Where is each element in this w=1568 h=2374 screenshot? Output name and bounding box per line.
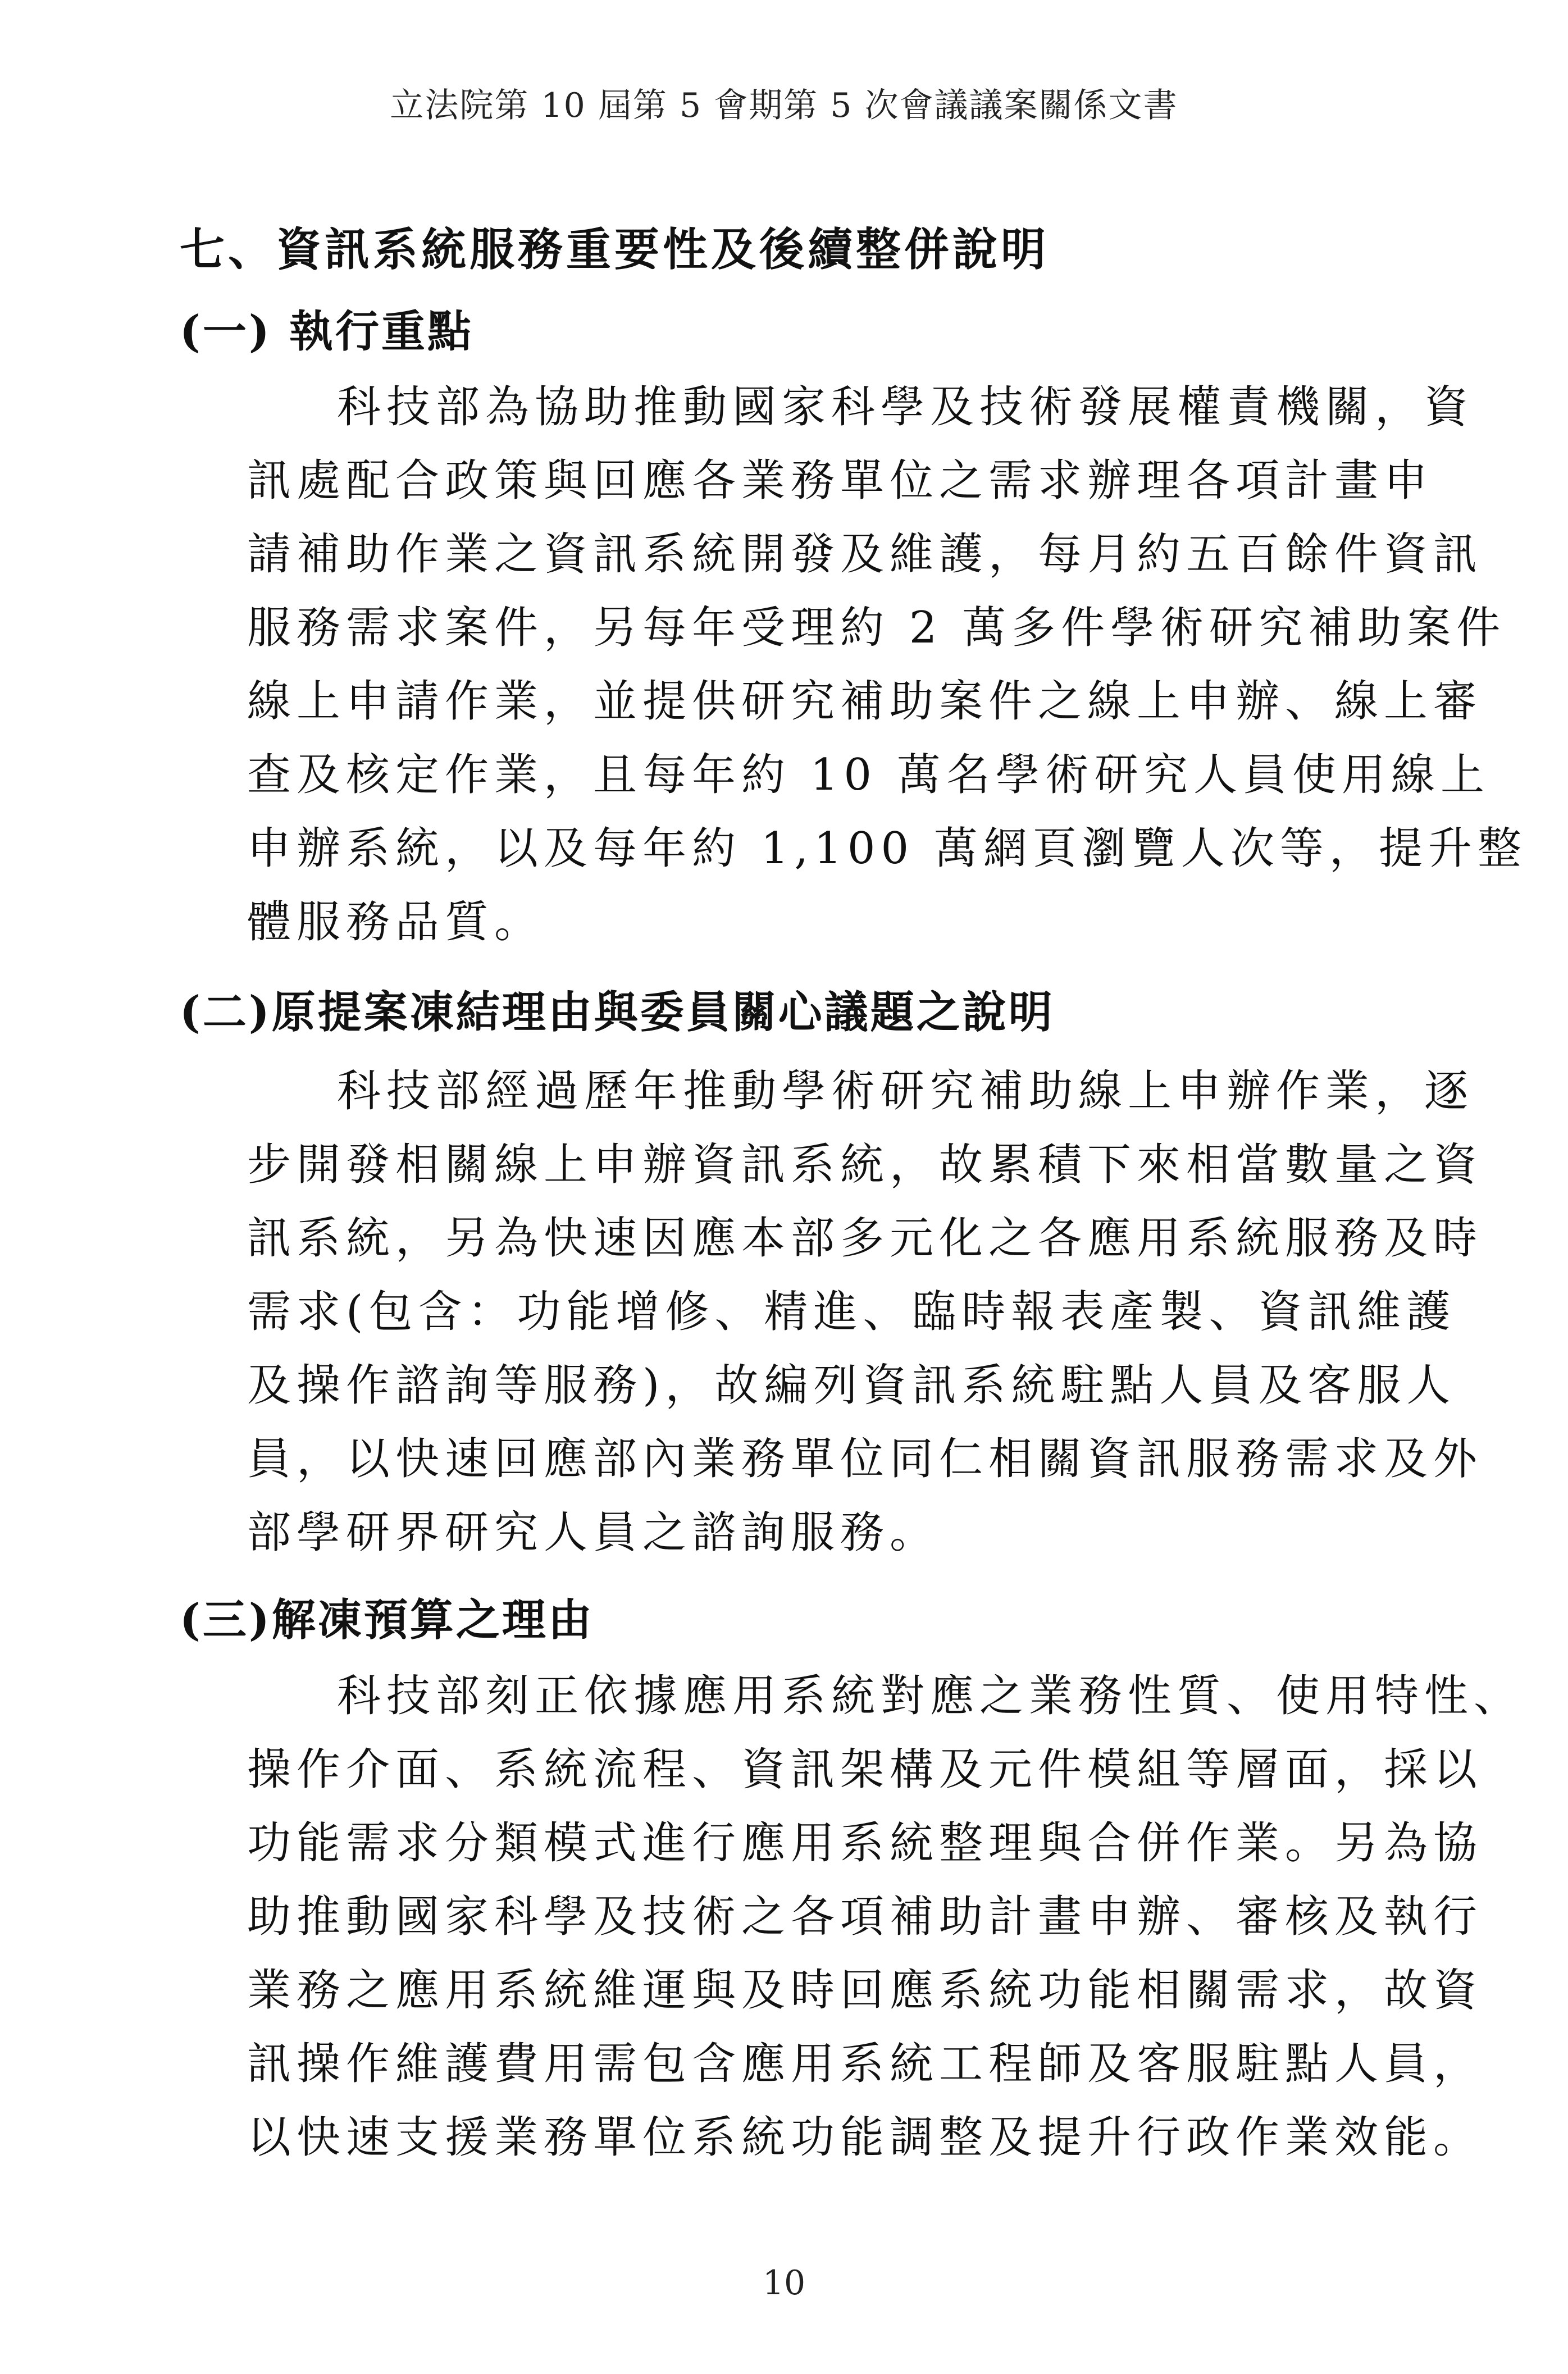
paragraph-line: 部學研界研究人員之諮詢服務。 bbox=[247, 1507, 940, 1558]
paragraph-line: 訊操作維護費用需包含應用系統工程師及客服駐點人員， bbox=[247, 2039, 1483, 2089]
page-number: 10 bbox=[762, 2263, 806, 2303]
subsection-1-title: (一) 執行重點 bbox=[180, 306, 473, 357]
paragraph-line: 員，以快速回應部內業務單位同仁相關資訊服務需求及外 bbox=[247, 1434, 1483, 1484]
paragraph-line: 功能需求分類模式進行應用系統整理與合併作業。另為協 bbox=[247, 1818, 1483, 1869]
paragraph-line: 請補助作業之資訊系統開發及維護，每月約五百餘件資訊 bbox=[247, 529, 1483, 580]
paragraph-line: 科技部經過歷年推動學術研究補助線上申辦作業，逐 bbox=[337, 1066, 1474, 1117]
paragraph-line: 訊系統，另為快速因應本部多元化之各應用系統服務及時 bbox=[247, 1213, 1483, 1264]
paragraph-line: 訊處配合政策與回應各業務單位之需求辦理各項計畫申 bbox=[247, 455, 1434, 506]
paragraph-line: 及操作諮詢等服務)，故編列資訊系統駐點人員及客服人 bbox=[247, 1360, 1456, 1411]
paragraph-line: 查及核定作業，且每年約 10 萬名學術研究人員使用線上 bbox=[247, 750, 1490, 800]
paragraph-line: 助推動國家科學及技術之各項補助計畫申辦、審核及執行 bbox=[247, 1892, 1483, 1942]
paragraph-line: 操作介面、系統流程、資訊架構及元件模組等層面，採以 bbox=[247, 1744, 1483, 1795]
subsection-2-title: (二)原提案凍結理由與委員關心議題之說明 bbox=[180, 987, 1055, 1038]
paragraph-line: 科技部刻正依據應用系統對應之業務性質、使用特性、 bbox=[337, 1671, 1524, 1721]
subsection-1-paragraph bbox=[247, 371, 1527, 959]
paragraph-line: 需求(包含：功能增修、精進、臨時報表產製、資訊維護 bbox=[247, 1287, 1456, 1337]
paragraph-line: 申辦系統，以及每年約 1,100 萬網頁瀏覽人次等，提升整 bbox=[247, 823, 1527, 874]
paragraph-line: 步開發相關線上申辦資訊系統，故累積下來相當數量之資 bbox=[247, 1140, 1483, 1190]
paragraph-line: 科技部為協助推動國家科學及技術發展權責機關，資 bbox=[337, 382, 1474, 432]
paragraph-line: 線上申請作業，並提供研究補助案件之線上申辦、線上審 bbox=[247, 676, 1483, 727]
paragraph-line: 體服務品質。 bbox=[247, 897, 544, 947]
subsection-2-paragraph bbox=[247, 1055, 1483, 1570]
subsection-3-title: (三)解凍預算之理由 bbox=[180, 1594, 594, 1646]
paragraph-line: 以快速支援業務單位系統功能調整及提升行政作業效能。 bbox=[247, 2112, 1483, 2163]
subsection-3-paragraph bbox=[247, 1660, 1524, 2175]
paragraph-line: 業務之應用系統維運與及時回應系統功能相關需求，故資 bbox=[247, 1965, 1483, 2016]
section-title: 七、資訊系統服務重要性及後續整併說明 bbox=[180, 223, 1049, 276]
page-header: 立法院第 10 屆第 5 會期第 5 次會議議案關係文書 bbox=[390, 86, 1178, 125]
paragraph-line: 服務需求案件，另每年受理約 2 萬多件學術研究補助案件 bbox=[247, 603, 1506, 653]
